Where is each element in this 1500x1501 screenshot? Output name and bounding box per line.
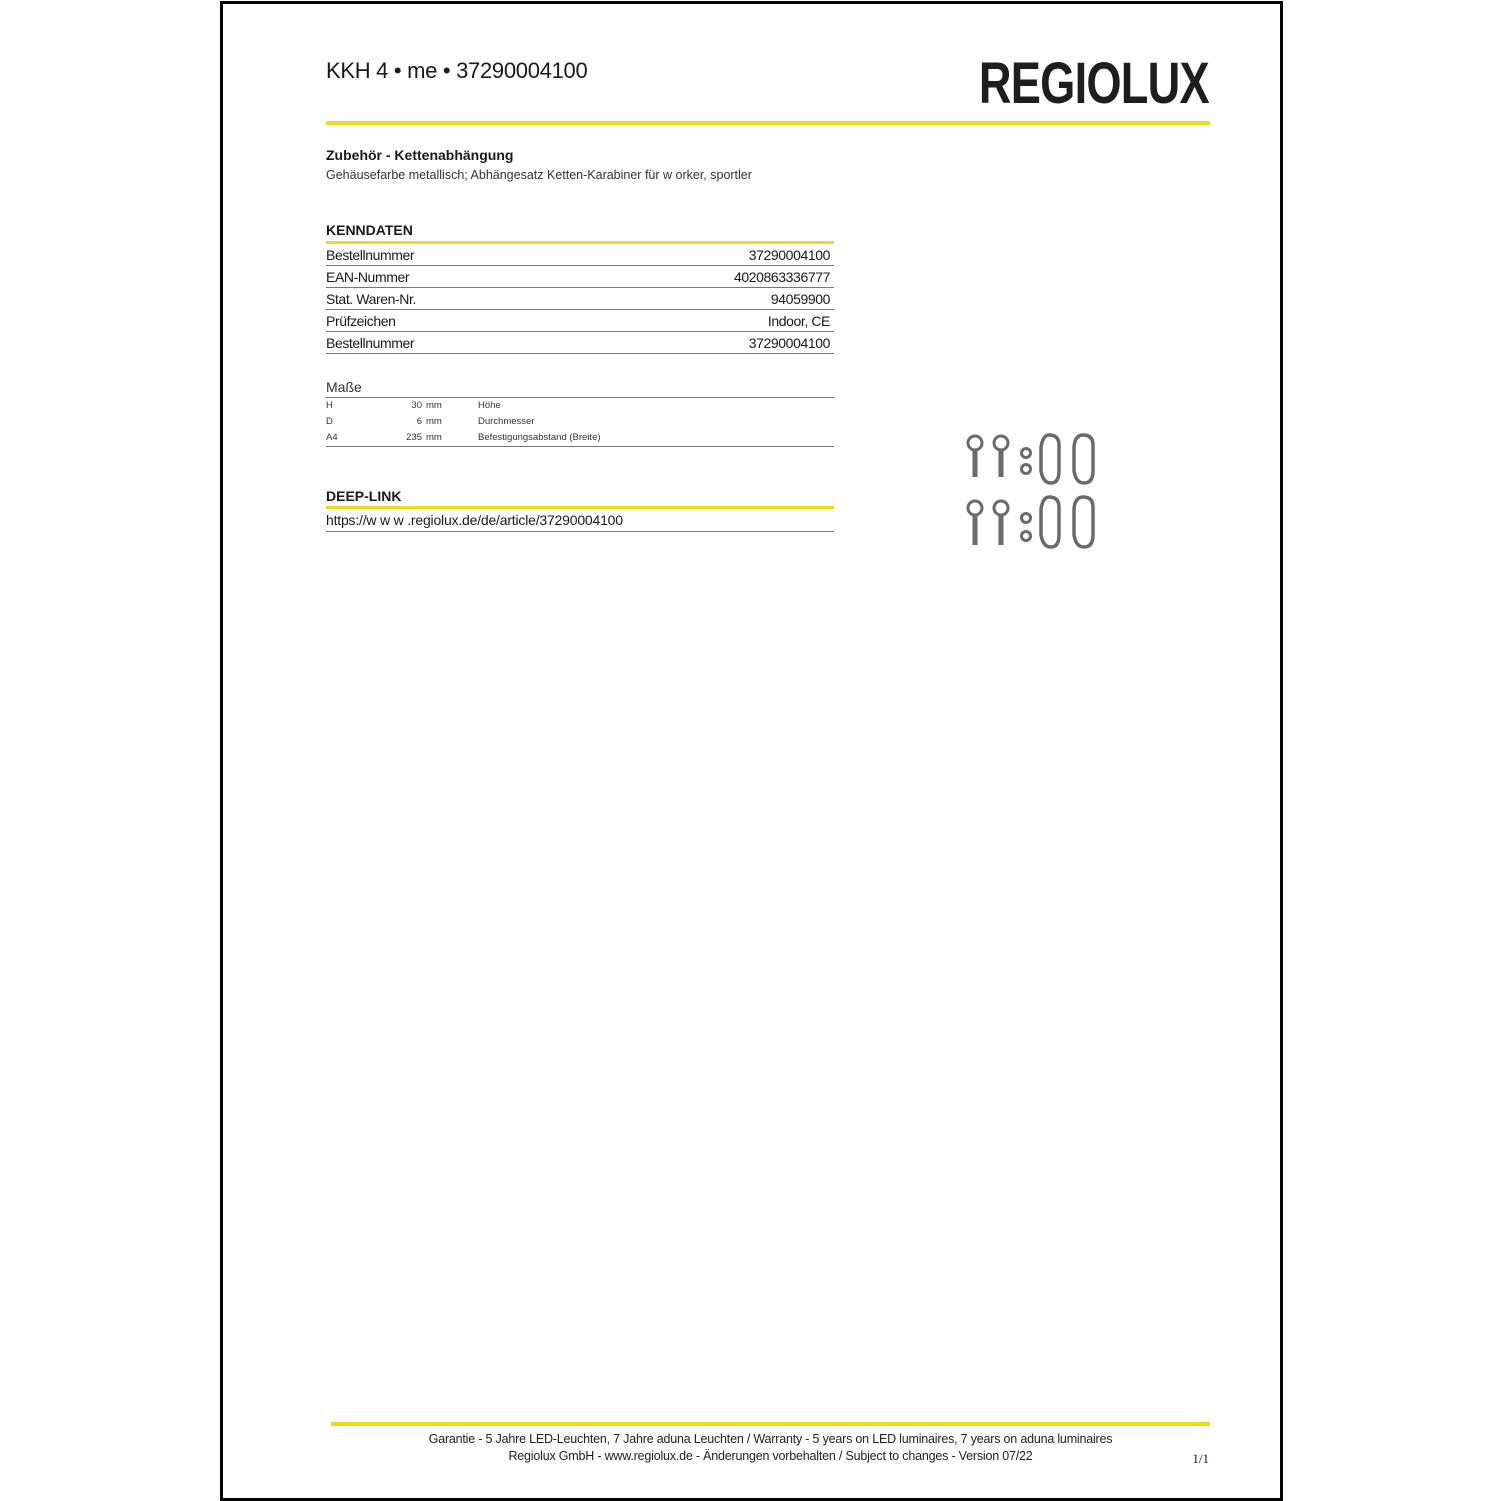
row-label: Bestellnummer bbox=[326, 335, 415, 351]
table-row bbox=[326, 430, 834, 446]
eye-bolt-icon bbox=[994, 436, 1008, 450]
row-value: 37290004100 bbox=[748, 335, 830, 351]
deeplink-heading: DEEP-LINK bbox=[326, 488, 402, 504]
datasheet-page bbox=[220, 1, 1283, 1501]
row-value: 94059900 bbox=[770, 291, 830, 307]
regiolux-logo: REGIOLUX bbox=[978, 51, 1209, 116]
row-value: Indoor, CE bbox=[767, 313, 830, 329]
footer-warranty: Garantie - 5 Jahre LED-Leuchten, 7 Jahre aduna Leuchten / Warranty - 5 years on LED luminaires, 7 years on aduna luminaires bbox=[428, 1432, 1113, 1446]
table-row bbox=[326, 244, 834, 266]
eye-bolt-icon bbox=[968, 436, 982, 450]
table-row bbox=[326, 414, 834, 430]
product-photo bbox=[963, 429, 1113, 559]
dim-description: Befestigungsabstand (Breite) bbox=[478, 432, 601, 443]
row-value: 4020863336777 bbox=[733, 269, 830, 285]
footer-divider bbox=[331, 1422, 1210, 1426]
page-title: KKH 4 • me • 37290004100 bbox=[326, 58, 588, 83]
page-number: 1/1 bbox=[1192, 1451, 1209, 1466]
table-row bbox=[326, 288, 834, 310]
table-row bbox=[326, 332, 834, 354]
dim-key: A4 bbox=[326, 432, 338, 443]
product-subtitle: Zubehör - Kettenabhängung bbox=[326, 147, 514, 163]
row-label: Prüfzeichen bbox=[326, 313, 396, 329]
table-row bbox=[326, 310, 834, 332]
dim-key: D bbox=[326, 416, 333, 427]
dim-unit: mm bbox=[426, 416, 442, 427]
dim-value: 30 bbox=[411, 400, 422, 411]
dim-unit: mm bbox=[426, 432, 442, 443]
footer-company: Regiolux GmbH - www.regiolux.de - Änderungen vorbehalten / Subject to changes - Version 07/22 bbox=[508, 1449, 1033, 1463]
dim-unit: mm bbox=[426, 400, 442, 411]
kenndaten-table bbox=[326, 244, 834, 354]
kenndaten-heading: KENNDATEN bbox=[326, 222, 413, 238]
masse-heading: Maße bbox=[326, 379, 362, 395]
product-description: Gehäusefarbe metallisch; Abhängesatz Ketten-Karabiner für w orker, sportler bbox=[326, 168, 752, 182]
row-label: Stat. Waren-Nr. bbox=[326, 291, 416, 307]
carabiner-icon bbox=[1074, 435, 1093, 483]
row-value: 37290004100 bbox=[748, 247, 830, 263]
deeplink-divider bbox=[326, 506, 834, 509]
nut-icon bbox=[1022, 449, 1031, 458]
row-label: Bestellnummer bbox=[326, 247, 415, 263]
dim-description: Durchmesser bbox=[478, 416, 535, 427]
nut-icon bbox=[1022, 465, 1031, 474]
row-label: EAN-Nummer bbox=[326, 269, 410, 285]
carabiner-icon bbox=[1041, 435, 1059, 483]
masse-table bbox=[326, 397, 834, 447]
dim-description: Höhe bbox=[478, 400, 501, 411]
header-divider bbox=[326, 121, 1210, 125]
dim-value: 235 bbox=[406, 432, 422, 443]
table-row bbox=[326, 398, 834, 414]
table-row bbox=[326, 266, 834, 288]
deeplink-url[interactable]: https://w w w .regiolux.de/de/article/37290004100 bbox=[326, 510, 834, 532]
dim-value: 6 bbox=[416, 416, 422, 427]
dim-key: H bbox=[326, 400, 333, 411]
